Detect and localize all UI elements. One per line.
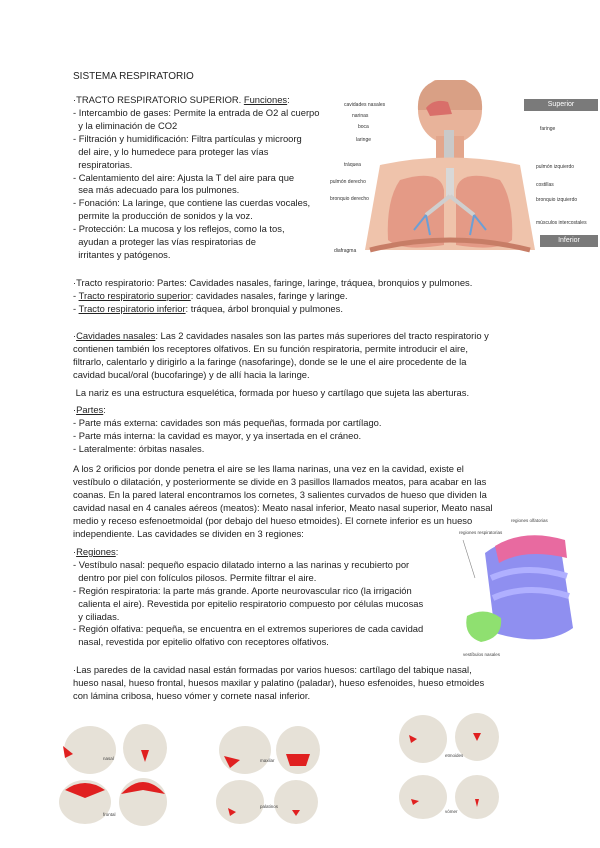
label-regiones-olfatorias: regiones olfatorias (511, 518, 548, 523)
superior-heading-suffix: : (287, 94, 290, 105)
nasal-regions-illustration (455, 518, 580, 660)
label-bronquio-derecho: bronquio derecho (330, 196, 369, 202)
orificios-section (73, 463, 493, 540)
skull-group-etmoides-vomer (395, 705, 505, 830)
label-pulmon-izquierdo: pulmón izquierdo (536, 164, 575, 170)
partes-link: Partes (76, 404, 104, 415)
label-maxilar: maxilar (260, 758, 275, 763)
respiratory-anatomy-figure (330, 80, 598, 272)
paredes-line: hueso nasal, hueso frontal, huesos maxilar y palatino (paladar), hueso esfenoides, hueso etmoides (73, 676, 485, 688)
regiones-line: calienta el aire). Revestida por epitelio respiratorio compuesto por células mucosas (73, 597, 424, 609)
partes-line: - Lateralmente: órbitas nasales. (73, 442, 205, 454)
paredes-line: con lámina cribosa, hueso vómer y cornete nasal inferior. (73, 689, 311, 701)
tracto-inferior-link: Tracto respiratorio inferior (78, 302, 186, 314)
nasal-regions-figure (455, 518, 580, 660)
cavidades-line: ·Cavidades nasales: Las 2 cavidades nasales son las partes más superiores del tracto respiratorio y (73, 330, 489, 341)
partes-line: - Parte más externa: cavidades son más pequeñas, formada por cartílago. (73, 416, 382, 428)
regiones-section (73, 546, 423, 649)
label-traquea: tráquea (344, 162, 361, 168)
superior-line: - Fonación: La laringe, que contiene las cuerdas vocales, (73, 197, 311, 209)
cavidades-line: cavidad bucal/oral (bucofaringe) y de allí hacia la laringe. (73, 368, 310, 380)
label-faringe: faringe (540, 126, 556, 132)
label-nasal: nasal (103, 756, 114, 761)
superior-line: del aire, y lo humedece para proteger las vías (73, 145, 269, 157)
cavidades-line: contienen también los receptores olfativos. En su función respiratoria, permite introducir el aire, (73, 342, 468, 354)
superior-line: - Intercambio de gases: Permite la entrada de O2 al cuerpo (73, 107, 320, 118)
partes-line: - Parte más interna: la cavidad es mayor, y ya insertada en el cráneo. (73, 429, 362, 441)
label-costillas: costillas (536, 182, 554, 188)
regiones-line: - Vestíbulo nasal: pequeño espacio dilatado interno a las narinas y recubierto por (73, 558, 410, 570)
superior-line: - Calentamiento del aire: Ajusta la T del aire para que (73, 171, 295, 183)
skull-group-nasal-frontal (55, 720, 175, 830)
label-cavidades-nasales: cavidades nasales (344, 102, 386, 108)
tracto-superior-text: : cavidades nasales, faringe y laringe. (190, 289, 348, 301)
regiones-link: Regiones (76, 546, 116, 557)
label-vestibulos-nasales: vestíbulos nasales (463, 652, 501, 657)
superior-heading (73, 94, 290, 107)
funciones-link: Funciones (243, 94, 288, 105)
label-frontal: frontal (103, 812, 116, 817)
superior-line: respiratorias. (73, 158, 133, 170)
tracto-inferior-line: - Tracto respiratorio inferior: tráquea, árbol bronquial y pulmones. (73, 302, 343, 314)
tracto-superior-line: - Tracto respiratorio superior: cavidades nasales, faringe y laringe. (73, 289, 348, 301)
superior-line: - Protección: La mucosa y los reflejos, como la tos, (73, 223, 285, 235)
tracto-inferior-text: : tráquea, árbol bronquial y pulmones. (185, 302, 343, 314)
orificios-line: cavidad nasal en 4 canales aéreos (meatos): Meato nasal inferior, Meato nasal superior, Meato nasal (73, 501, 493, 513)
superior-line: permite la producción de sonidos y la voz. (73, 210, 253, 222)
inferior-tag: Inferior (540, 235, 598, 247)
skulls-maxilar-palatino (210, 720, 330, 830)
estructura-line: La nariz es una estructura esquelética, formada por hueso y cartílago que sujeta las aberturas. (73, 387, 470, 398)
label-diafragma: diafragma (334, 248, 357, 254)
superior-line: ayudan a proteger las vías respiratorias de (73, 236, 256, 248)
orificios-line: A los 2 orificios por donde penetra el aire se les llama narinas, una vez en la cavidad, existe el (73, 463, 464, 474)
label-palatinos: palatinos (260, 804, 279, 809)
superior-heading-prefix: ·TRACTO RESPIRATORIO SUPERIOR. (73, 94, 244, 105)
orificios-line: independiente. Las cavidades se dividen en 3 regiones: (73, 527, 304, 539)
label-etmoides: etmoides (445, 753, 464, 758)
partes-section (73, 404, 382, 456)
label-narinas: narinas (352, 113, 369, 119)
cavidades-first-text: : Las 2 cavidades nasales son las partes más superiores del tracto respiratorio y (155, 330, 489, 341)
superior-line: sea más adecuado para los pulmones. (73, 184, 240, 196)
regiones-line: nasal, revestida por epitelio olfativo con receptores olfativos. (73, 636, 329, 648)
superior-tag: Superior (524, 99, 598, 111)
superior-functions-list (73, 107, 320, 262)
skull-group-maxilar-palatino (210, 720, 330, 830)
orificios-line: coanas. En la pared lateral encontramos los cornetes, 3 salientes curvados de hueso que dividen la (73, 488, 487, 500)
label-vomer: vómer (445, 809, 458, 814)
cavidades-section (73, 330, 489, 382)
paredes-line: ·Las paredes de la cavidad nasal están formadas por varios huesos: cartílago del tabique nasal, (73, 664, 472, 675)
regiones-heading: ·Regiones: (73, 546, 119, 557)
regiones-line: - Región olfativa: pequeña, se encuentra en el extremos superiores de cada cavidad (73, 623, 424, 635)
label-bronquio-izquierdo: bronquio izquierdo (536, 197, 578, 203)
document-title: SISTEMA RESPIRATORIO (73, 71, 194, 82)
tracto-superior-link: Tracto respiratorio superior (78, 289, 191, 301)
orificios-line: medio y receso esfenoetmoidal (por debajo del hueso etmoides). El cornete inferior es un hueso (73, 514, 473, 526)
regiones-line: dentro por piel con folículos pilosos. Permite filtrar el aire. (73, 571, 317, 583)
orificios-line: vestíbulo o dilatación, y posteriormente se divide en 3 pasillos llamados meatos, para acabar en las (73, 475, 487, 487)
regiones-line: - Región respiratoria: la parte más grande. Aporte neurovascular rico (la irrigación (73, 584, 412, 596)
superior-line: y la eliminación de CO2 (73, 119, 178, 131)
label-pulmon-derecho: pulmón derecho (330, 179, 366, 185)
paredes-section (73, 664, 484, 703)
label-regiones-respiratorias: regiones respiratorias (459, 530, 503, 535)
partes-heading: ·Partes: (73, 404, 106, 415)
cavidades-line: filtrarlo, calentarlo y dirigirlo a la faringe (nasofaringe), donde se le une el aire procedente de la (73, 355, 467, 367)
label-boca: boca (358, 124, 369, 130)
tracto-line: ·Tracto respiratorio: Partes: Cavidades nasales, faringe, laringe, tráquea, bronquios y pulmones. (73, 277, 473, 288)
label-musculos-intercostales: músculos intercostales (536, 220, 587, 226)
label-laringe: laringe (356, 137, 372, 143)
tracto-section (73, 277, 472, 316)
cavidades-link: Cavidades nasales (76, 330, 156, 341)
superior-line: irritantes y patógenos. (73, 248, 171, 260)
superior-line: - Filtración y humidificación: Filtra partículas y microorg (73, 132, 302, 144)
regiones-line: y ciliadas. (73, 610, 120, 622)
